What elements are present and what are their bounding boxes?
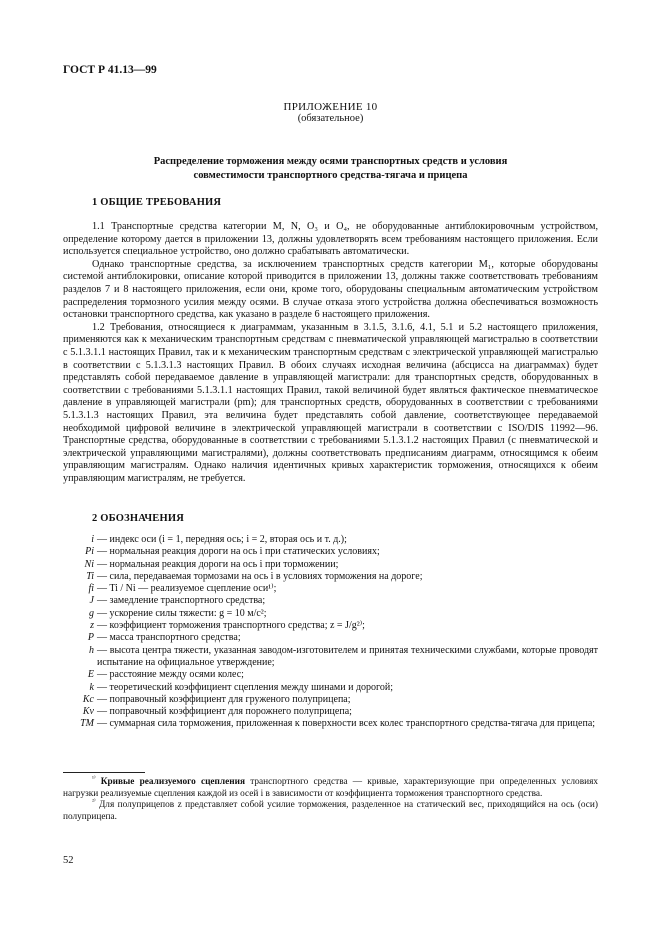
definition-symbol: P [87, 632, 94, 644]
definition-symbol: Ti [86, 570, 94, 582]
footnote-1-text: транспортного средства — кривые, характеризующие при определенных условиях нагрузки реализуемые сцепления каждой из осей i в зависимости от коэффициента торможения транспортного средства. [63, 777, 598, 799]
definition-text: — ускорение силы тяжести: g = 10 м/с²; [97, 607, 267, 619]
definition-symbol: TM [80, 718, 94, 730]
definition-text: — Ti / Ni — реализуемое сцепление оси¹⁾; [97, 583, 277, 595]
definition-text: — поправочный коэффициент для груженого полуприцепа; [97, 693, 351, 705]
paragraph-1-2: 1.2 Требования, относящиеся к диаграммам, указанным в 3.1.5, 3.1.6, 4.1, 5.1 и 5.2 настоящего приложения, применяются как к механическим транспортным средствам с пневматической управляющей магистралью в соответствии с 5.1.3.1.1 настоящих Правил, так и к механическим транспортным средствам с электрической управляющей магистралью в соответствии с 5.1.3.1.3 настоящих Правил. В обоих случаях исходная величина (абсцисса на диаграммах) будет представлять собой передаваемое давление в управляющей магистрали: для транспортных средств, оборудованных в соответствии с требованиями 5.1.3.1.1 настоящих Правил, такой величиной будет являться фактическое пневматическое давление в управляющей магистрали (pm); для транспортных средств, оборудованных в соответствии с требованиями 5.1.3.1.3 настоящих Правил, эта величина будет представлять собой давление, соответствующее передаваемой необходимой цифровой величине в электрической управляющей магистрали в соответствии с ISO/DIS 11992—96. Транспортные средства, оборудованные в соответствии с требованиями 5.1.3.1.2 настоящих Правил (с пневматической и электрической управляющими магистралями), должны соответствовать предписаниям диаграмм, относящимся к обеим управляющим магистралям. Однако наличия идентичных кривых характеристик торможения, относящихся к обеим управляющим магистралям, не требуется. [63, 321, 598, 484]
definition-symbol: g [89, 607, 94, 619]
definition-symbol: Ni [84, 558, 94, 570]
document-title-line-2: совместимости транспортного средства-тягача и прицепа [193, 169, 468, 181]
paragraph-1-1: 1.1 Транспортные средства категории M, N, O₃ и O₄, не оборудованные антиблокировочным устройством, определение которому дается в приложении 13, должны удовлетворять всем требованиям настоящего приложения. Если используется специальное устройство, оно должно срабатывать автоматически. [63, 221, 598, 258]
definition-symbol: Kc [82, 693, 94, 705]
definition-symbol: fi [88, 583, 94, 595]
paragraph-1-1-continued: Однако транспортные средства, за исключением транспортных средств категории M₁, которые оборудованы системой антиблокировки, описание которой приводится в приложении 13, должны также соответствовать требованиям разделов 7 и 8 настоящего приложения, если они, кроме того, оборудованы специальным автоматическим устройством распределения тормозного усилия между осями. В случае отказа этого устройства должна обеспечиваться возможность остановки транспортного средства, как указано в разделе 6 настоящего приложения. [63, 258, 598, 321]
definition-item [63, 620, 598, 632]
definition-item [63, 706, 598, 718]
appendix-title: ПРИЛОЖЕНИЕ 10 [283, 101, 378, 113]
definition-symbol: h [89, 644, 94, 656]
definition-text: — нормальная реакция дороги на ось i при статических условиях; [97, 546, 380, 558]
section-2-heading: 2 ОБОЗНАЧЕНИЯ [92, 513, 185, 524]
definition-symbol: k [89, 681, 94, 693]
definition-item [63, 546, 598, 558]
footnote-2 [63, 797, 598, 823]
definitions-list [63, 534, 598, 731]
definition-text: — теоретический коэффициент сцепления между шинами и дорогой; [97, 681, 394, 693]
definition-item [63, 534, 598, 546]
appendix-status: (обязательное) [297, 113, 364, 124]
footnote-1-mark: ¹⁾ [92, 774, 96, 782]
definition-text: — нормальная реакция дороги на ось i при торможении; [97, 558, 339, 570]
definition-text: — индекс оси (i = 1, передняя ось; i = 2, вторая ось и т. д.); [97, 534, 347, 545]
definition-text: — сила, передаваемая тормозами на ось i в условиях торможения на дороге; [97, 570, 423, 582]
definition-symbol: Kv [82, 706, 94, 718]
footnote-2-text: Для полуприцепов z представляет собой усилие торможения, разделенное на статический вес, приходящийся на ось (оси) полуприцепа. [63, 800, 598, 822]
definition-text: — замедление транспортного средства; [97, 595, 266, 607]
definition-item [63, 718, 598, 730]
definition-item [63, 608, 598, 620]
definition-item [63, 571, 598, 583]
definition-item [63, 694, 598, 706]
definition-text: — коэффициент торможения транспортного средства; z = J/g²⁾; [97, 620, 365, 632]
definition-item [63, 595, 598, 607]
footnote-2-mark: ²⁾ [92, 797, 96, 805]
definition-item [63, 645, 598, 670]
footnote-1 [63, 774, 598, 800]
footnote-1-term: Кривые реализуемого сцепления [100, 777, 245, 787]
section-1-body [63, 221, 598, 485]
footnote-divider [63, 772, 145, 773]
section-1-heading: 1 ОБЩИЕ ТРЕБОВАНИЯ [92, 197, 222, 208]
definition-item [63, 559, 598, 571]
standard-code-header: ГОСТ Р 41.13—99 [63, 64, 157, 76]
footnotes [63, 774, 598, 823]
page-number: 52 [63, 855, 74, 866]
definition-text: — масса транспортного средства; [97, 632, 241, 644]
definition-symbol: Pi [85, 546, 94, 558]
definition-item [63, 669, 598, 681]
definition-item [63, 682, 598, 694]
definition-text: — суммарная сила торможения, приложенная к поверхности всех колес транспортного средства-тягача для прицепа; [97, 718, 596, 730]
document-title [120, 155, 541, 182]
definition-symbol: z [90, 620, 94, 632]
definition-symbol: J [89, 595, 94, 607]
definition-item [63, 632, 598, 644]
definition-text: — поправочный коэффициент для порожнего полуприцепа; [97, 706, 352, 718]
document-title-line-1: Распределение торможения между осями транспортных средств и условия [153, 156, 508, 167]
definition-symbol: i [91, 534, 94, 545]
definition-item [63, 583, 598, 595]
definition-symbol: E [87, 669, 94, 681]
definition-text: — расстояние между осями колес; [97, 669, 244, 681]
definition-text: — высота центра тяжести, указанная заводом-изготовителем и принятая техническими службами, которые проводят испытание на официальное утверждение; [97, 644, 598, 668]
